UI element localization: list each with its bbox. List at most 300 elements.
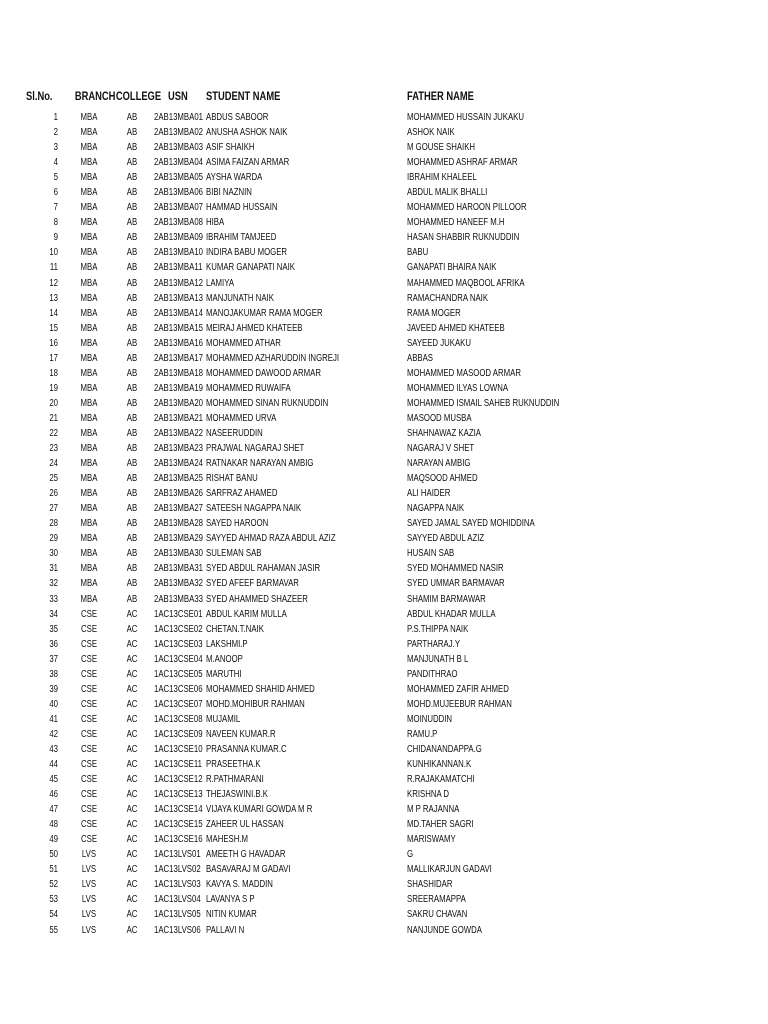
cell-father-name: PARTHARAJ.Y — [407, 638, 461, 650]
cell-college: AC — [126, 638, 138, 650]
cell-student-name: SARFRAZ AHAMED — [206, 488, 278, 500]
cell-usn: 2AB13MBA08 — [154, 217, 204, 229]
cell-usn: 1AC13LVS02 — [154, 864, 201, 876]
cell-father-name: NANJUNDE GOWDA — [407, 924, 482, 936]
cell-college: AB — [126, 458, 138, 470]
cell-college: AC — [126, 879, 138, 891]
cell-father-name: HUSAIN SAB — [407, 548, 455, 560]
cell-branch: MBA — [80, 458, 98, 470]
cell-student-name: THEJASWINI.B.K — [206, 789, 268, 801]
cell-father-name: SREERAMAPPA — [407, 894, 466, 906]
cell-student-name: BASAVARAJ M GADAVI — [206, 864, 291, 876]
cell-usn: 2AB13MBA24 — [154, 458, 204, 470]
cell-student-name: ASIMA FAIZAN ARMAR — [206, 157, 290, 169]
cell-branch: MBA — [80, 443, 98, 455]
cell-slno: 7 — [53, 202, 58, 214]
cell-branch: MBA — [80, 187, 98, 199]
cell-usn: 2AB13MBA19 — [154, 382, 204, 394]
cell-usn: 1AC13CSE06 — [154, 683, 203, 695]
cell-college: AB — [126, 443, 138, 455]
cell-branch: MBA — [80, 292, 98, 304]
cell-branch: MBA — [80, 533, 98, 545]
table-row — [0, 245, 768, 260]
cell-student-name: ABDUS SABOOR — [206, 112, 269, 123]
cell-student-name: RATNAKAR NARAYAN AMBIG — [206, 458, 314, 470]
cell-usn: 2AB13MBA33 — [154, 593, 204, 605]
cell-branch: CSE — [80, 698, 98, 710]
header-father-name: FATHER NAME — [407, 89, 474, 103]
cell-slno: 4 — [53, 157, 58, 169]
cell-branch: CSE — [80, 638, 98, 650]
cell-branch: CSE — [80, 713, 98, 725]
cell-college: AC — [126, 728, 138, 740]
table-row — [0, 576, 768, 591]
cell-branch: MBA — [80, 232, 98, 244]
cell-father-name: SAYEED JUKAKU — [407, 337, 472, 349]
cell-slno: 22 — [49, 427, 58, 439]
cell-father-name: MOHD.MUJEEBUR RAHMAN — [407, 698, 512, 710]
cell-slno: 44 — [49, 759, 58, 771]
cell-father-name: MOHAMMED ASHRAF ARMAR — [407, 157, 518, 169]
table-row — [0, 787, 768, 802]
table-row — [0, 652, 768, 667]
cell-slno: 32 — [49, 578, 58, 590]
cell-branch: LVS — [81, 864, 97, 876]
cell-student-name: MOHAMMED RUWAIFA — [206, 382, 291, 394]
cell-father-name: MOHAMMED ZAFIR AHMED — [407, 683, 509, 695]
cell-student-name: MANJUNATH NAIK — [206, 292, 274, 304]
cell-branch: MBA — [80, 277, 98, 289]
cell-student-name: NAVEEN KUMAR.R — [206, 728, 276, 740]
cell-branch: MBA — [80, 217, 98, 229]
cell-branch: MBA — [80, 322, 98, 334]
cell-usn: 2AB13MBA27 — [154, 503, 204, 515]
cell-student-name: MOHAMMED ATHAR — [206, 337, 281, 349]
table-row — [0, 682, 768, 697]
cell-college: AB — [126, 382, 138, 394]
cell-branch: CSE — [80, 774, 98, 786]
cell-father-name: MOHAMMED HAROON PILLOOR — [407, 202, 527, 214]
cell-father-name: MOHAMMED ILYAS LOWNA — [407, 382, 509, 394]
cell-slno: 49 — [49, 834, 58, 846]
cell-branch: MBA — [80, 262, 98, 274]
cell-slno: 18 — [49, 367, 58, 379]
cell-college: AB — [126, 217, 138, 229]
cell-branch: MBA — [80, 307, 98, 319]
cell-usn: 2AB13MBA06 — [154, 187, 204, 199]
table-row — [0, 667, 768, 682]
cell-college: AB — [126, 367, 138, 379]
cell-slno: 39 — [49, 683, 58, 695]
cell-branch: MBA — [80, 397, 98, 409]
header-college: COLLEGE — [115, 89, 162, 103]
table-row — [0, 351, 768, 366]
cell-student-name: SAYED HAROON — [206, 518, 269, 530]
cell-slno: 43 — [49, 743, 58, 755]
cell-branch: MBA — [80, 127, 98, 139]
cell-father-name: MOHAMMED MASOOD ARMAR — [407, 367, 521, 379]
cell-branch: LVS — [81, 879, 97, 891]
cell-college: AB — [126, 563, 138, 575]
cell-college: AC — [126, 683, 138, 695]
cell-slno: 9 — [53, 232, 58, 244]
cell-father-name: MARISWAMY — [407, 834, 456, 846]
cell-usn: 1AC13CSE04 — [154, 653, 203, 665]
cell-college: AC — [126, 759, 138, 771]
cell-slno: 17 — [49, 352, 58, 364]
table-row — [0, 907, 768, 922]
cell-usn: 2AB13MBA10 — [154, 247, 204, 259]
cell-usn: 1AC13LVS01 — [154, 849, 201, 861]
cell-father-name: KUNHIKANNAN.K — [407, 759, 472, 771]
cell-father-name: MOHAMMED ISMAIL SAHEB RUKNUDDIN — [407, 397, 560, 409]
cell-college: AB — [126, 277, 138, 289]
table-row — [0, 441, 768, 456]
table-row — [0, 411, 768, 426]
cell-father-name: MOHAMMED HUSSAIN JUKAKU — [407, 112, 525, 123]
cell-student-name: MOHAMMED SHAHID AHMED — [206, 683, 315, 695]
cell-college: AC — [126, 804, 138, 816]
table-row — [0, 200, 768, 215]
table-row — [0, 923, 768, 938]
cell-branch: MBA — [80, 412, 98, 424]
cell-student-name: VIJAYA KUMARI GOWDA M R — [206, 804, 313, 816]
cell-student-name: PALLAVI N — [206, 924, 245, 936]
cell-slno: 6 — [53, 187, 58, 199]
cell-student-name: SULEMAN SAB — [206, 548, 262, 560]
cell-college: AB — [126, 503, 138, 515]
cell-slno: 1 — [53, 112, 58, 123]
cell-slno: 35 — [49, 623, 58, 635]
cell-college: AC — [126, 864, 138, 876]
cell-student-name: MOHAMMED URVA — [206, 412, 277, 424]
cell-usn: 2AB13MBA30 — [154, 548, 204, 560]
cell-usn: 1AC13CSE10 — [154, 743, 203, 755]
cell-college: AC — [126, 924, 138, 936]
table-row — [0, 742, 768, 757]
cell-father-name: KRISHNA D — [407, 789, 450, 801]
cell-branch: LVS — [81, 894, 97, 906]
cell-father-name: G — [407, 849, 414, 861]
cell-usn: 2AB13MBA13 — [154, 292, 204, 304]
table-row — [0, 321, 768, 336]
cell-college: AB — [126, 412, 138, 424]
cell-college: AC — [126, 894, 138, 906]
cell-father-name: MD.TAHER SAGRI — [407, 819, 474, 831]
cell-slno: 14 — [49, 307, 58, 319]
cell-student-name: ANUSHA ASHOK NAIK — [206, 127, 288, 139]
cell-slno: 24 — [49, 458, 58, 470]
cell-student-name: LAKSHMI.P — [206, 638, 248, 650]
cell-usn: 1AC13CSE09 — [154, 728, 203, 740]
cell-branch: MBA — [80, 142, 98, 154]
cell-branch: MBA — [80, 112, 98, 123]
cell-student-name: LAMIYA — [206, 277, 235, 289]
cell-branch: MBA — [80, 593, 98, 605]
cell-father-name: M P RAJANNA — [407, 804, 460, 816]
cell-usn: 2AB13MBA29 — [154, 533, 204, 545]
cell-usn: 2AB13MBA26 — [154, 488, 204, 500]
cell-usn: 2AB13MBA14 — [154, 307, 204, 319]
table-row — [0, 817, 768, 832]
cell-student-name: M.ANOOP — [206, 653, 243, 665]
table-row — [0, 125, 768, 140]
table-row — [0, 110, 768, 125]
cell-father-name: SAKRU CHAVAN — [407, 909, 468, 921]
cell-branch: MBA — [80, 503, 98, 515]
cell-slno: 31 — [49, 563, 58, 575]
cell-student-name: SYED ABDUL RAHAMAN JASIR — [206, 563, 321, 575]
cell-slno: 50 — [49, 849, 58, 861]
cell-college: AB — [126, 112, 138, 123]
cell-student-name: IBRAHIM TAMJEED — [206, 232, 277, 244]
cell-father-name: NARAYAN AMBIG — [407, 458, 471, 470]
table-row — [0, 291, 768, 306]
cell-usn: 2AB13MBA02 — [154, 127, 204, 139]
cell-slno: 5 — [53, 172, 58, 184]
student-list-table — [0, 88, 768, 938]
cell-student-name: ABDUL KARIM MULLA — [206, 608, 287, 620]
table-row — [0, 546, 768, 561]
cell-usn: 2AB13MBA32 — [154, 578, 204, 590]
cell-father-name: ABDUL KHADAR MULLA — [407, 608, 496, 620]
cell-student-name: KAVYA S. MADDIN — [206, 879, 273, 891]
cell-usn: 2AB13MBA04 — [154, 157, 204, 169]
cell-branch: MBA — [80, 473, 98, 485]
cell-college: AC — [126, 819, 138, 831]
cell-father-name: PANDITHRAO — [407, 668, 458, 680]
cell-student-name: NITIN KUMAR — [206, 909, 257, 921]
cell-usn: 1AC13CSE07 — [154, 698, 203, 710]
cell-student-name: ASIF SHAIKH — [206, 142, 255, 154]
cell-father-name: ASHOK NAIK — [407, 127, 455, 139]
cell-usn: 1AC13CSE16 — [154, 834, 203, 846]
cell-slno: 27 — [49, 503, 58, 515]
cell-student-name: R.PATHMARANI — [206, 774, 264, 786]
cell-slno: 45 — [49, 774, 58, 786]
cell-branch: MBA — [80, 488, 98, 500]
cell-usn: 2AB13MBA31 — [154, 563, 204, 575]
cell-branch: MBA — [80, 382, 98, 394]
cell-usn: 2AB13MBA01 — [154, 112, 204, 123]
cell-student-name: SYED AFEEF BARMAVAR — [206, 578, 299, 590]
cell-college: AC — [126, 834, 138, 846]
table-row — [0, 877, 768, 892]
cell-college: AC — [126, 653, 138, 665]
cell-student-name: HIBA — [206, 217, 225, 229]
cell-father-name: MAHAMMED MAQBOOL AFRIKA — [407, 277, 525, 289]
table-row — [0, 727, 768, 742]
cell-student-name: ZAHEER UL HASSAN — [206, 819, 284, 831]
cell-usn: 2AB13MBA03 — [154, 142, 204, 154]
cell-usn: 1AC13LVS05 — [154, 909, 201, 921]
cell-branch: CSE — [80, 834, 98, 846]
cell-college: AB — [126, 307, 138, 319]
table-row — [0, 456, 768, 471]
cell-usn: 1AC13CSE03 — [154, 638, 203, 650]
cell-father-name: SHAMIM BARMAWAR — [407, 593, 486, 605]
cell-slno: 38 — [49, 668, 58, 680]
table-row — [0, 516, 768, 531]
table-row — [0, 426, 768, 441]
table-row — [0, 230, 768, 245]
cell-slno: 52 — [49, 879, 58, 891]
cell-slno: 8 — [53, 217, 58, 229]
cell-father-name: MOINUDDIN — [407, 713, 453, 725]
cell-college: AB — [126, 322, 138, 334]
cell-college: AB — [126, 157, 138, 169]
cell-student-name: PRASANNA KUMAR.C — [206, 743, 287, 755]
cell-father-name: BABU — [407, 247, 429, 259]
cell-slno: 10 — [49, 247, 58, 259]
table-row — [0, 170, 768, 185]
cell-usn: 1AC13CSE02 — [154, 623, 203, 635]
cell-branch: LVS — [81, 924, 97, 936]
cell-college: AC — [126, 698, 138, 710]
cell-father-name: SYED MOHAMMED NASIR — [407, 563, 504, 575]
cell-branch: CSE — [80, 728, 98, 740]
header-slno: Sl.No. — [26, 89, 53, 103]
cell-father-name: IBRAHIM KHALEEL — [407, 172, 477, 184]
cell-student-name: MARUTHI — [206, 668, 242, 680]
cell-student-name: PRAJWAL NAGARAJ SHET — [206, 443, 305, 455]
cell-branch: CSE — [80, 668, 98, 680]
cell-slno: 25 — [49, 473, 58, 485]
cell-father-name: CHIDANANDAPPA.G — [407, 743, 482, 755]
table-row — [0, 381, 768, 396]
cell-usn: 1AC13CSE13 — [154, 789, 203, 801]
table-row — [0, 185, 768, 200]
cell-father-name: R.RAJAKAMATCHI — [407, 774, 475, 786]
cell-branch: MBA — [80, 367, 98, 379]
cell-college: AB — [126, 533, 138, 545]
table-row — [0, 336, 768, 351]
cell-father-name: MANJUNATH B L — [407, 653, 469, 665]
table-row — [0, 501, 768, 516]
cell-usn: 2AB13MBA28 — [154, 518, 204, 530]
cell-slno: 20 — [49, 397, 58, 409]
cell-usn: 2AB13MBA21 — [154, 412, 204, 424]
cell-branch: MBA — [80, 548, 98, 560]
cell-father-name: MOHAMMED HANEEF M.H — [407, 217, 505, 229]
cell-college: AB — [126, 518, 138, 530]
cell-student-name: SATEESH NAGAPPA NAIK — [206, 503, 302, 515]
table-row — [0, 140, 768, 155]
cell-college: AC — [126, 608, 138, 620]
cell-college: AB — [126, 488, 138, 500]
cell-student-name: MOHAMMED SINAN RUKNUDDIN — [206, 397, 329, 409]
cell-branch: MBA — [80, 352, 98, 364]
cell-father-name: RAMU.P — [407, 728, 438, 740]
cell-branch: CSE — [80, 608, 98, 620]
cell-branch: MBA — [80, 427, 98, 439]
cell-slno: 55 — [49, 924, 58, 936]
cell-student-name: MEIRAJ AHMED KHATEEB — [206, 322, 303, 334]
cell-slno: 21 — [49, 412, 58, 424]
cell-college: AC — [126, 849, 138, 861]
table-row — [0, 622, 768, 637]
cell-student-name: SAYYED AHMAD RAZA ABDUL AZIZ — [206, 533, 336, 545]
cell-college: AB — [126, 352, 138, 364]
table-row — [0, 862, 768, 877]
cell-college: AB — [126, 202, 138, 214]
cell-father-name: MASOOD MUSBA — [407, 412, 472, 424]
cell-branch: CSE — [80, 743, 98, 755]
cell-usn: 2AB13MBA20 — [154, 397, 204, 409]
cell-student-name: INDIRA BABU MOGER — [206, 247, 288, 259]
table-row — [0, 712, 768, 727]
cell-student-name: BIBI NAZNIN — [206, 187, 252, 199]
cell-college: AB — [126, 262, 138, 274]
table-row — [0, 366, 768, 381]
cell-college: AC — [126, 774, 138, 786]
cell-slno: 15 — [49, 322, 58, 334]
cell-usn: 1AC13CSE12 — [154, 774, 203, 786]
cell-student-name: AMEETH G HAVADAR — [206, 849, 286, 861]
cell-branch: MBA — [80, 337, 98, 349]
cell-student-name: MAHESH.M — [206, 834, 249, 846]
cell-father-name: NAGAPPA NAIK — [407, 503, 465, 515]
cell-student-name: MOHAMMED DAWOOD ARMAR — [206, 367, 321, 379]
cell-college: AB — [126, 127, 138, 139]
cell-slno: 11 — [49, 262, 58, 274]
cell-usn: 1AC13LVS06 — [154, 924, 201, 936]
cell-college: AB — [126, 172, 138, 184]
cell-usn: 2AB13MBA17 — [154, 352, 204, 364]
cell-college: AC — [126, 909, 138, 921]
cell-branch: MBA — [80, 172, 98, 184]
cell-father-name: SAYED JAMAL SAYED MOHIDDINA — [407, 518, 535, 530]
cell-slno: 46 — [49, 789, 58, 801]
cell-slno: 12 — [49, 277, 58, 289]
cell-slno: 28 — [49, 518, 58, 530]
cell-father-name: RAMA MOGER — [407, 307, 461, 319]
header-student-name: STUDENT NAME — [206, 89, 281, 103]
cell-usn: 1AC13CSE01 — [154, 608, 203, 620]
cell-college: AB — [126, 292, 138, 304]
cell-usn: 1AC13CSE05 — [154, 668, 203, 680]
cell-father-name: ABBAS — [407, 352, 434, 364]
cell-father-name: HASAN SHABBIR RUKNUDDIN — [407, 232, 520, 244]
table-row — [0, 832, 768, 847]
header-usn: USN — [168, 89, 188, 103]
cell-usn: 1AC13LVS03 — [154, 879, 201, 891]
cell-student-name: AYSHA WARDA — [206, 172, 263, 184]
cell-usn: 2AB13MBA25 — [154, 473, 204, 485]
cell-college: AC — [126, 623, 138, 635]
cell-branch: MBA — [80, 202, 98, 214]
cell-student-name: RISHAT BANU — [206, 473, 258, 485]
cell-slno: 2 — [53, 127, 58, 139]
cell-slno: 26 — [49, 488, 58, 500]
cell-branch: CSE — [80, 683, 98, 695]
cell-usn: 2AB13MBA12 — [154, 277, 204, 289]
cell-slno: 37 — [49, 653, 58, 665]
cell-college: AB — [126, 397, 138, 409]
table-row — [0, 772, 768, 787]
table-row — [0, 276, 768, 291]
cell-father-name: P.S.THIPPA NAIK — [407, 623, 469, 635]
cell-father-name: ABDUL MALIK BHALLI — [407, 187, 488, 199]
cell-college: AB — [126, 427, 138, 439]
cell-slno: 30 — [49, 548, 58, 560]
cell-college: AB — [126, 247, 138, 259]
table-row — [0, 155, 768, 170]
cell-college: AB — [126, 593, 138, 605]
cell-usn: 2AB13MBA07 — [154, 202, 204, 214]
cell-slno: 34 — [49, 608, 58, 620]
cell-father-name: NAGARAJ V SHET — [407, 443, 475, 455]
